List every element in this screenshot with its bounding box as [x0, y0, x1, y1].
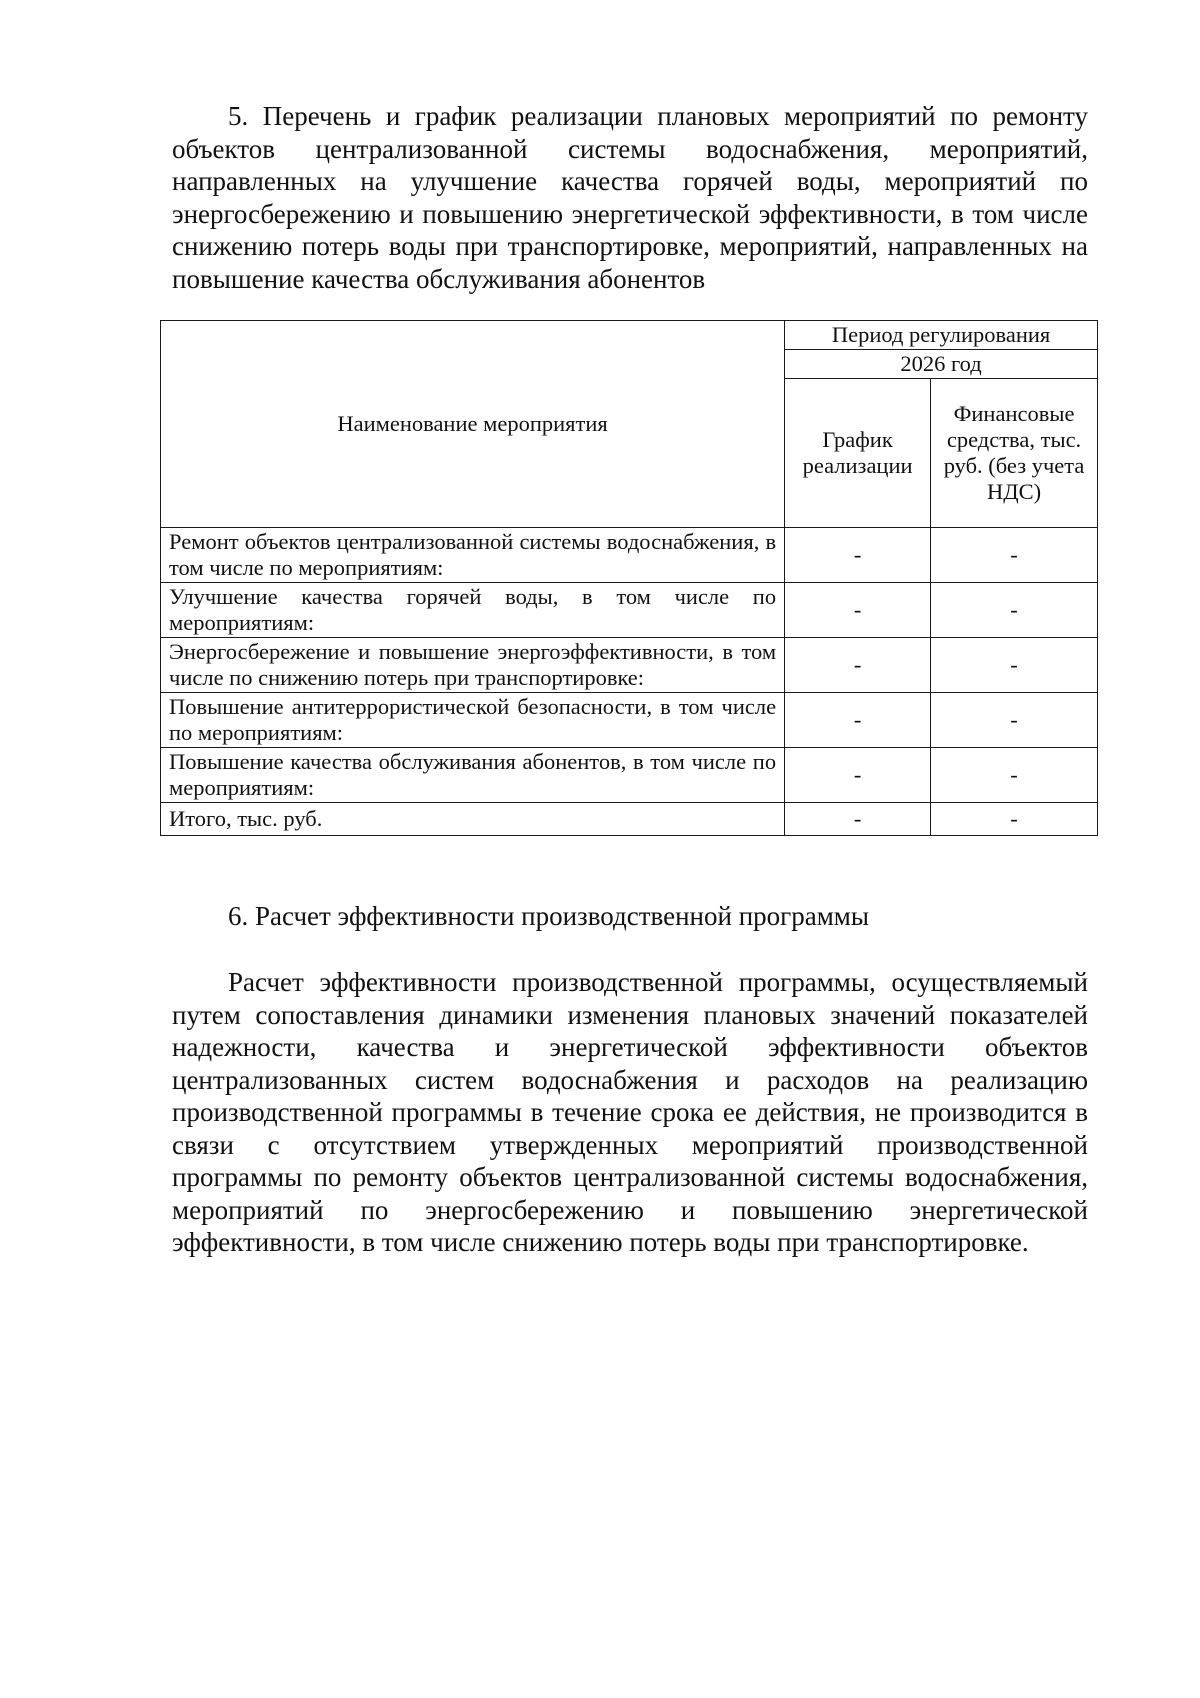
row-finance-value: -	[931, 583, 1098, 638]
row-schedule-value: -	[785, 528, 931, 583]
header-schedule: График реализации	[785, 379, 931, 528]
row-schedule-value: -	[785, 748, 931, 803]
row-finance-value: -	[931, 638, 1098, 693]
total-label: Итого, тыс. руб.	[161, 803, 785, 836]
row-finance-value: -	[931, 748, 1098, 803]
table-total-row	[161, 803, 1098, 836]
total-finance-value: -	[931, 803, 1098, 836]
table-header-row	[161, 321, 1098, 350]
row-finance-value: -	[931, 693, 1098, 748]
row-activity-name: Ремонт объектов централизованной системы водоснабжения, в том числе по мероприятиям:	[161, 528, 785, 583]
table-row	[161, 638, 1098, 693]
table-row	[161, 583, 1098, 638]
row-schedule-value: -	[785, 638, 931, 693]
row-finance-value: -	[931, 528, 1098, 583]
table-row	[161, 748, 1098, 803]
row-activity-name: Повышение качества обслуживания абонентов, в том числе по мероприятиям:	[161, 748, 785, 803]
section-5-heading: 5. Перечень и график реализации плановых мероприятий по ремонту объектов централизованной системы водоснабжения, мероприятий, направленных на улучшение качества горячей воды, мероприятий по энергосбережению и повышению энергетической эффективности, в том числе снижению потерь воды при транспортировке, мероприятий, направленных на повышение качества обслуживания абонентов	[172, 101, 1088, 294]
row-activity-name: Улучшение качества горячей воды, в том числе по мероприятиям:	[161, 583, 785, 638]
header-period: Период регулирования	[785, 321, 1098, 350]
table-row	[161, 693, 1098, 748]
header-year: 2026 год	[785, 350, 1098, 379]
row-activity-name: Повышение антитеррористической безопасности, в том числе по мероприятиям:	[161, 693, 785, 748]
section-6-body: Расчет эффективности производственной программы, осуществляемый путем сопоставления динамики изменения плановых значений показателей надежности, качества и энергетической эффективности объектов централизованных систем водоснабжения и расходов на реализацию производственной программы в течение срока ее действия, не производится в связи с отсутствием утвержденных мероприятий производственной программы по ремонту объектов централизованной системы водоснабжения, мероприятий по энергосбережению и повышению энергетической эффективности, в том числе снижению потерь воды при транспортировке.	[172, 967, 1088, 1257]
row-activity-name: Энергосбережение и повышение энергоэффективности, в том числе по снижению потерь при транспортировке:	[161, 638, 785, 693]
row-schedule-value: -	[785, 583, 931, 638]
activities-table	[160, 320, 1098, 836]
row-schedule-value: -	[785, 693, 931, 748]
total-schedule-value: -	[785, 803, 931, 836]
header-finance: Финансовые средства, тыс. руб. (без учета НДС)	[931, 379, 1098, 528]
table-row	[161, 528, 1098, 583]
header-activity-name: Наименование мероприятия	[161, 321, 785, 528]
section-6-heading: 6. Расчет эффективности производственной программы	[228, 901, 870, 931]
